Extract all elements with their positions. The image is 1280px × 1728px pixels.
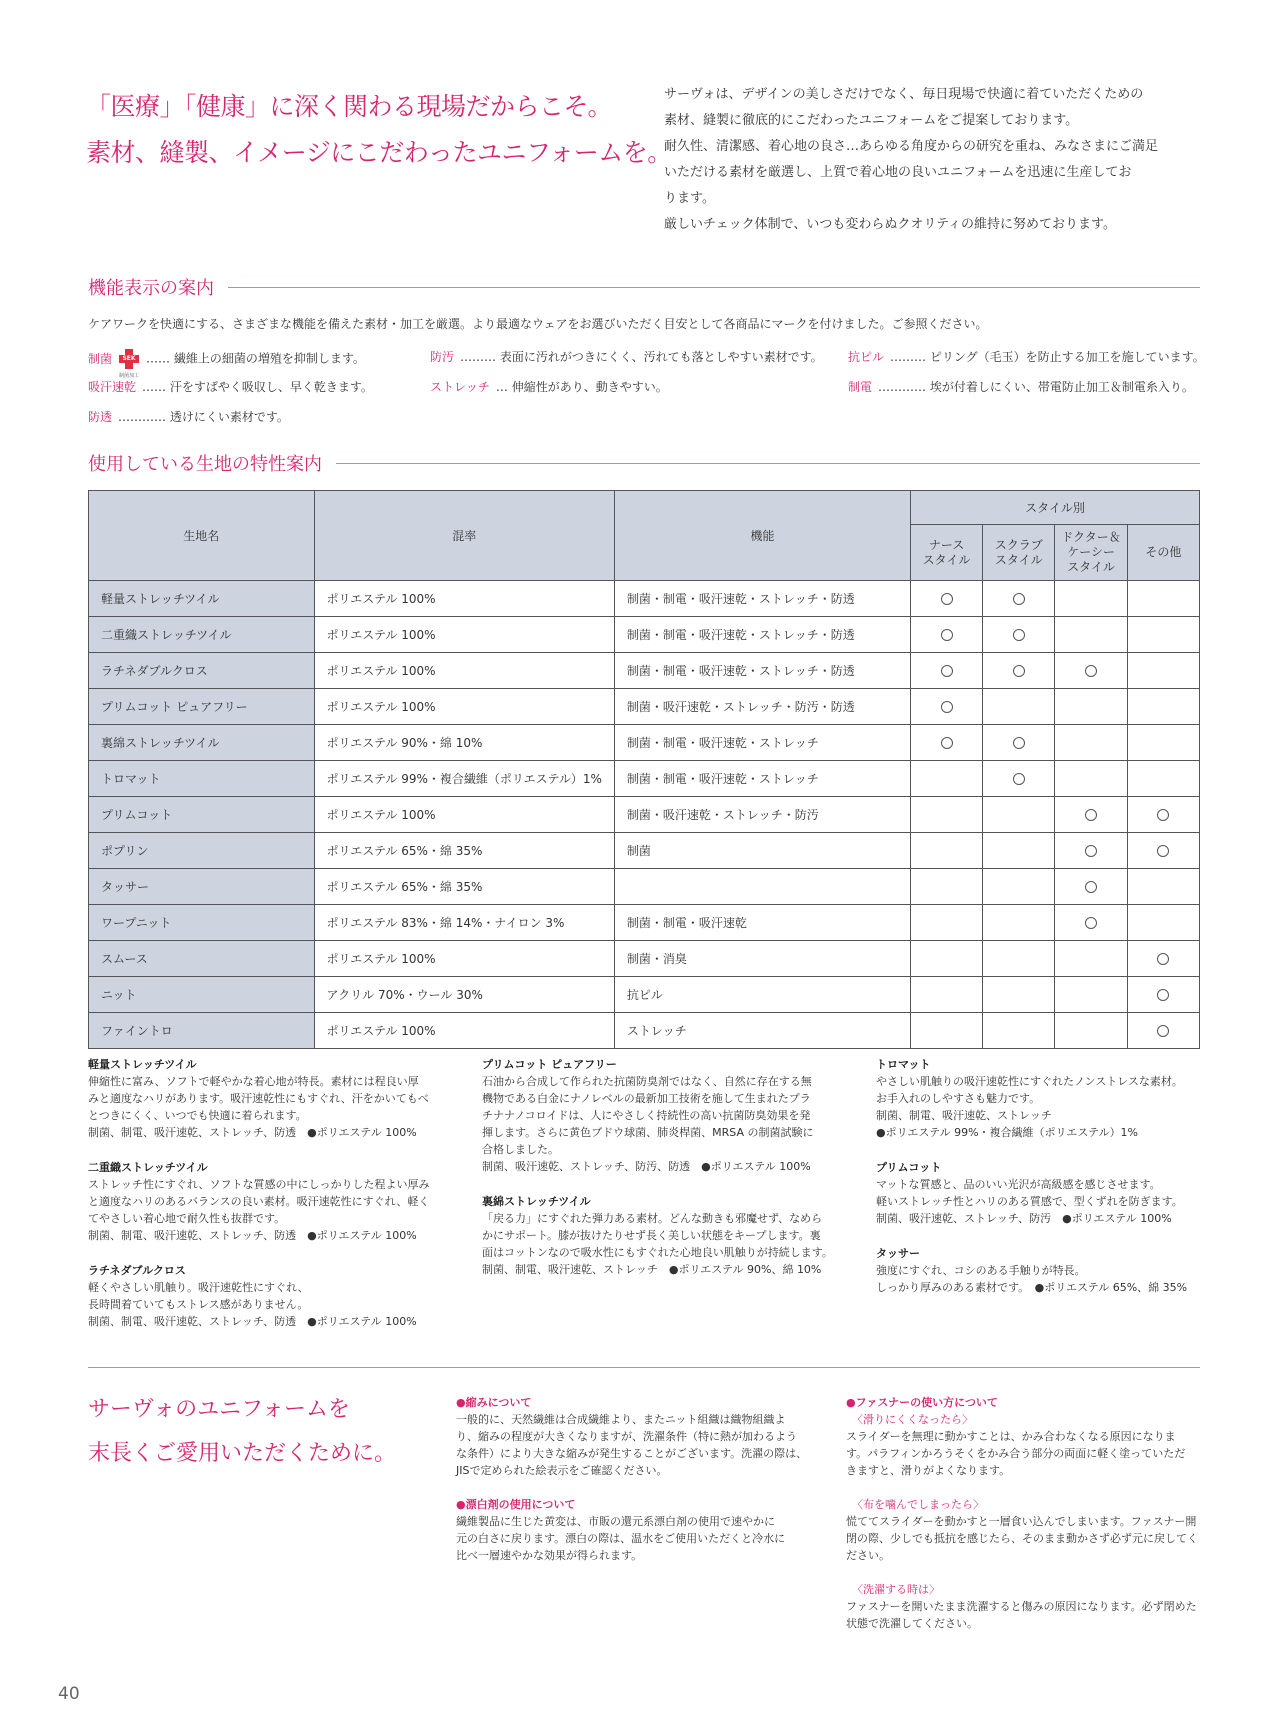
circle-mark-icon [1157, 989, 1169, 1001]
style-cell [910, 653, 982, 689]
header-style-line: ドクター＆ [1061, 530, 1121, 544]
style-cell [1127, 869, 1199, 905]
style-cell [1055, 1013, 1127, 1049]
circle-mark-icon [941, 593, 953, 605]
style-cell [983, 941, 1055, 977]
fabric-function [614, 869, 910, 905]
fabric-description-line: 「戻る力」にすぐれた弾力ある素材。どんな動きも邪魔せず、なめら [482, 1212, 823, 1225]
fabrics-heading [88, 450, 1200, 476]
sek-sub: 制菌加工 [119, 373, 140, 379]
table-row [89, 797, 1200, 833]
hero-text-line: いただける素材を厳選し、上質で着心地の良いユニフォームを迅速に生産してお [664, 165, 1132, 180]
circle-mark-icon [1013, 773, 1025, 785]
style-cell [983, 797, 1055, 833]
fabric-description-line: みと適度なハリがあります。吸汗速乾性にもすぐれ、汗をかいてもべ [88, 1092, 429, 1105]
fabric-blend: アクリル 70%・ウール 30% [314, 977, 614, 1013]
fabric-description [876, 1159, 1236, 1227]
fabric-description [88, 1056, 448, 1141]
fabric-blend: ポリエステル 65%・綿 35% [314, 833, 614, 869]
care-subheading: 〈滑りにくくなったら〉 [852, 1413, 973, 1426]
fabric-blend: ポリエステル 100% [314, 1013, 614, 1049]
style-cell [1127, 833, 1199, 869]
care-subheading: 〈布を噛んでしまったら〉 [852, 1498, 984, 1511]
fabric-table [88, 490, 1200, 1049]
fabric-description [482, 1193, 842, 1278]
circle-mark-icon [1085, 665, 1097, 677]
fabric-name: ニット [89, 977, 315, 1013]
care-title-line: サーヴォのユニフォームを [88, 1397, 351, 1422]
fabric-description-line: 合格しました。 [482, 1143, 559, 1156]
hero-text-line: ります。 [664, 191, 715, 206]
style-cell [1127, 581, 1199, 617]
style-cell [983, 761, 1055, 797]
care-line: す。パラフィンかろうそくをかみ合う部分の両面に軽く塗っていただ [846, 1447, 1186, 1460]
care-heading: ●漂白剤の使用について [456, 1498, 576, 1511]
style-cell [1055, 617, 1127, 653]
table-row [89, 977, 1200, 1013]
style-cell [983, 869, 1055, 905]
fabric-description-line: マットな質感と、品のいい光沢が高級感を感じさせます。 [876, 1178, 1161, 1191]
sek-label: SEK [122, 355, 136, 362]
header-style-line: スタイル [922, 552, 971, 567]
fabric-name: プリムコット [89, 797, 315, 833]
fabric-name: 軽量ストレッチツイル [89, 581, 315, 617]
table-row [89, 689, 1200, 725]
care-line: な条件）により大きな縮みが発生することがございます。洗濯の際は、 [456, 1447, 808, 1460]
fabric-description-line: かにサポート。膝が抜けたりせず長く美しい状態をキープします。裏 [482, 1229, 821, 1242]
style-cell [1055, 689, 1127, 725]
hero-text-line: 耐久性、清潔感、着心地の良さ…あらゆる角度からの研究を重ね、みなさまにご満足 [664, 139, 1159, 154]
legend-item [848, 378, 1194, 395]
legend-key: 制菌 [88, 351, 113, 366]
care-subheading: 〈洗濯する時は〉 [852, 1583, 940, 1596]
fabric-description [876, 1245, 1236, 1296]
fabric-function: 制菌・吸汗速乾・ストレッチ・防汚 [614, 797, 910, 833]
header-style [983, 525, 1055, 581]
fabric-blend: ポリエステル 100% [314, 653, 614, 689]
table-row [89, 941, 1200, 977]
care-line: 一般的に、天然繊維は合成繊維より、またニット組織は織物組織よ [456, 1413, 786, 1426]
style-cell [983, 689, 1055, 725]
section-title: 機能表示の案内 [88, 278, 214, 299]
divider [88, 1367, 1200, 1368]
header-style-group: スタイル別 [910, 491, 1199, 525]
care-line: り、縮みの程度が大きくなりますが、洗濯条件（特に熱が加わるよう [456, 1430, 797, 1443]
fabric-description-line: お手入れのしやすさも魅力です。 [876, 1092, 1041, 1105]
table-row [89, 617, 1200, 653]
legend-desc: …… 繊維上の細菌の増殖を抑制します。 [146, 351, 365, 366]
circle-mark-icon [1157, 809, 1169, 821]
fabric-description-line: 軽くやさしい肌触り。吸汗速乾性にすぐれ、 [88, 1281, 309, 1294]
fabric-description-title: 軽量ストレッチツイル [88, 1058, 197, 1071]
fabric-name: トロマット [89, 761, 315, 797]
care-shrink [456, 1394, 826, 1564]
fabric-function: 制菌・制電・吸汗速乾・ストレッチ [614, 761, 910, 797]
fabric-description-line: しっかり厚みのある素材です。 ●ポリエステル 65%、綿 35% [876, 1281, 1188, 1294]
hero-text-line: 素材、縫製に徹底的にこだわったユニフォームをご提案しております。 [664, 113, 1079, 128]
header-name: 生地名 [89, 491, 315, 581]
legend-key: 防透 [88, 410, 113, 424]
legend-desc: ………… 透けにくい素材です。 [118, 410, 289, 424]
fabric-description-title: トロマット [876, 1058, 931, 1071]
circle-mark-icon [1157, 953, 1169, 965]
fabric-name: タッサー [89, 869, 315, 905]
header-style [910, 525, 982, 581]
style-cell [910, 905, 982, 941]
legend-desc: ……… 表面に汚れがつきにくく、汚れても落としやすい素材です。 [460, 350, 823, 364]
fabric-function: 制菌・消臭 [614, 941, 910, 977]
circle-mark-icon [941, 665, 953, 677]
style-cell [983, 833, 1055, 869]
style-cell [910, 1013, 982, 1049]
fabric-description-line: と適度なハリのあるバランスの良い素材。吸汗速乾性にすぐれ、軽く [88, 1195, 430, 1208]
fabric-name: 裏綿ストレッチツイル [89, 725, 315, 761]
legend-key: 制電 [848, 380, 873, 394]
circle-mark-icon [1085, 881, 1097, 893]
care-line: 状態で洗濯してください。 [846, 1617, 978, 1630]
fabric-description-line: ●ポリエステル 99%・複合繊維（ポリエステル）1% [876, 1126, 1139, 1139]
fabric-name: 二重織ストレッチツイル [89, 617, 315, 653]
circle-mark-icon [941, 629, 953, 641]
style-cell [1055, 761, 1127, 797]
fabric-function: 制菌・制電・吸汗速乾・ストレッチ・防透 [614, 617, 910, 653]
care-line: JISで定められた絵表示をご確認ください。 [456, 1464, 668, 1477]
sek-mark-icon [118, 348, 140, 379]
fabric-blend: ポリエステル 100% [314, 617, 614, 653]
style-cell [983, 725, 1055, 761]
care-title-line: 末長くご愛用いただくために。 [88, 1441, 397, 1466]
style-cell [1055, 581, 1127, 617]
legend-desc: …… 汗をすばやく吸収し、早く乾きます。 [142, 380, 373, 394]
fabric-description-line: 軽いストレッチ性とハリのある質感で、型くずれを防ぎます。 [876, 1195, 1183, 1208]
circle-mark-icon [1085, 917, 1097, 929]
fabric-description-line: 伸縮性に富み、ソフトで軽やかな着心地が特長。素材には程良い厚 [88, 1075, 419, 1088]
header-style-line: その他 [1145, 545, 1182, 559]
fabric-name: プリムコット ピュアフリー [89, 689, 315, 725]
circle-mark-icon [1013, 665, 1025, 677]
fabric-blend: ポリエステル 90%・綿 10% [314, 725, 614, 761]
style-cell [983, 581, 1055, 617]
style-cell [1127, 797, 1199, 833]
care-fastener [846, 1394, 1216, 1632]
style-cell [983, 1013, 1055, 1049]
table-row [89, 1013, 1200, 1049]
fabric-description [88, 1262, 448, 1330]
fabric-name: スムース [89, 941, 315, 977]
fabric-description-line: 制菌、制電、吸汗速乾、ストレッチ、防透 ●ポリエステル 100% [88, 1315, 417, 1328]
fabric-description-title: 二重織ストレッチツイル [88, 1161, 208, 1174]
section-title: 使用している生地の特性案内 [88, 454, 322, 475]
legend-key: ストレッチ [430, 380, 490, 394]
header-style [1055, 525, 1127, 581]
fabric-description-line: チナナノコロイドは、人にやさしく持続性の高い抗菌防臭効果を発 [482, 1109, 811, 1122]
circle-mark-icon [1157, 1025, 1169, 1037]
fabric-name: ラチネダブルクロス [89, 653, 315, 689]
style-cell [910, 797, 982, 833]
legend-desc: ……… ピリング（毛玉）を防止する加工を施しています。 [890, 350, 1205, 364]
style-cell [1055, 905, 1127, 941]
header-style-line: ケーシー [1067, 545, 1115, 559]
style-cell [1055, 653, 1127, 689]
header-style-line: スタイル [994, 552, 1043, 567]
fabric-description-line: 面はコットンなので吸水性にもすぐれた心地良い肌触りが持続します。 [482, 1246, 833, 1259]
fabric-function: 制菌・制電・吸汗速乾 [614, 905, 910, 941]
hero-text-line: 厳しいチェック体制で、いつも変わらぬクオリティの維持に努めております。 [664, 217, 1117, 232]
fabric-blend: ポリエステル 100% [314, 581, 614, 617]
care-line: 慌ててスライダーを動かすと一層食い込んでしまいます。ファスナー開 [846, 1515, 1197, 1528]
header-function: 機能 [614, 491, 910, 581]
style-cell [1055, 941, 1127, 977]
care-line: 繊維製品に生じた黄変は、市販の還元系漂白剤の使用で速やかに [456, 1515, 775, 1528]
fabric-description-line: 長時間着ていてもストレス感がありません。 [88, 1298, 309, 1311]
legend-item [88, 378, 373, 395]
fabric-description-line: 制菌、制電、吸汗速乾、ストレッチ、防透 ●ポリエステル 100% [88, 1126, 417, 1139]
legend-item [430, 348, 823, 365]
legend-key: 抗ピル [848, 350, 885, 364]
fabric-description-line: てやさしい着心地で耐久性も抜群です。 [88, 1212, 286, 1225]
circle-mark-icon [1085, 809, 1097, 821]
divider [336, 463, 1200, 464]
legend-desc: … 伸縮性があり、動きやすい。 [495, 380, 668, 394]
style-cell [1127, 689, 1199, 725]
care-heading: ●縮みについて [456, 1396, 532, 1409]
circle-mark-icon [1013, 629, 1025, 641]
legend-item [430, 378, 668, 395]
page-number: 40 [58, 1684, 80, 1704]
header-style [1127, 525, 1199, 581]
fabric-function: 制菌・吸汗速乾・ストレッチ・防汚・防透 [614, 689, 910, 725]
style-cell [910, 977, 982, 1013]
style-cell [1127, 941, 1199, 977]
fabric-name: ポプリン [89, 833, 315, 869]
table-row [89, 581, 1200, 617]
header-style-line: ナース [928, 537, 965, 552]
fabric-description-line: 揮します。さらに黄色ブドウ球菌、肺炎桿菌、MRSA の制菌試験に [482, 1126, 814, 1139]
fabric-function: ストレッチ [614, 1013, 910, 1049]
fabric-description-line: ストレッチ性にすぐれ、ソフトな質感の中にしっかりした程よい厚み [88, 1178, 430, 1191]
header-style-line: スタイル [1067, 560, 1115, 574]
legend-item [848, 348, 1205, 365]
fabric-description-line: 制菌、制電、吸汗速乾、ストレッチ [876, 1109, 1052, 1122]
fabric-description-title: ラチネダブルクロス [88, 1264, 186, 1277]
style-cell [910, 833, 982, 869]
description-column [482, 1056, 842, 1296]
style-cell [1127, 617, 1199, 653]
fabric-description-title: タッサー [876, 1247, 920, 1260]
style-cell [910, 617, 982, 653]
header-blend: 混率 [314, 491, 614, 581]
fabric-description-line: 制菌、吸汗速乾、ストレッチ、防汚、防透 ●ポリエステル 100% [482, 1160, 811, 1173]
fabric-function: 制菌・制電・吸汗速乾・ストレッチ [614, 725, 910, 761]
fabric-function: 制菌・制電・吸汗速乾・ストレッチ・防透 [614, 581, 910, 617]
circle-mark-icon [941, 737, 953, 749]
table-row [89, 905, 1200, 941]
circle-mark-icon [941, 701, 953, 713]
fabric-name: ファイントロ [89, 1013, 315, 1049]
fabric-blend: ポリエステル 83%・綿 14%・ナイロン 3% [314, 905, 614, 941]
style-cell [910, 761, 982, 797]
care-heading: ●ファスナーの使い方について [846, 1396, 998, 1409]
legend-key: 防汚 [430, 350, 455, 364]
style-cell [910, 725, 982, 761]
style-cell [1127, 725, 1199, 761]
fabric-description-title: プリムコット [876, 1161, 942, 1174]
table-row [89, 833, 1200, 869]
functions-intro: ケアワークを快適にする、さまざまな機能を備えた素材・加工を厳選。より最適なウェアをお選びいただく目安として各商品にマークを付けました。ご参照ください。 [88, 317, 988, 331]
style-cell [983, 905, 1055, 941]
table-row [89, 653, 1200, 689]
fabric-description [876, 1056, 1236, 1141]
care-line: スライダーを無理に動かすことは、かみ合わなくなる原因になりま [846, 1430, 1176, 1443]
fabric-description-title: プリムコット ピュアフリー [482, 1058, 617, 1071]
care-title [88, 1388, 396, 1476]
style-cell [1127, 761, 1199, 797]
divider [228, 287, 1200, 288]
style-cell [1127, 905, 1199, 941]
hero-title [86, 84, 672, 176]
style-cell [983, 977, 1055, 1013]
hero-text-line: サーヴォは、デザインの美しさだけでなく、毎日現場で快適に着ていただくための [664, 87, 1144, 102]
hero-text [664, 82, 1204, 238]
legend-key: 吸汗速乾 [88, 380, 137, 394]
fabric-blend: ポリエステル 100% [314, 797, 614, 833]
circle-mark-icon [1013, 737, 1025, 749]
circle-mark-icon [1157, 845, 1169, 857]
circle-mark-icon [1085, 845, 1097, 857]
style-cell [1055, 797, 1127, 833]
fabric-blend: ポリエステル 100% [314, 941, 614, 977]
care-line: きますと、滑りがよくなります。 [846, 1464, 1011, 1477]
style-cell [983, 653, 1055, 689]
fabric-blend: ポリエステル 99%・複合繊維（ポリエステル）1% [314, 761, 614, 797]
header-style-line: スクラブ [994, 537, 1043, 552]
legend-item [88, 408, 289, 425]
fabric-description-line: 制菌、吸汗速乾、ストレッチ、防汚 ●ポリエステル 100% [876, 1212, 1172, 1225]
style-cell [910, 869, 982, 905]
style-cell [1127, 977, 1199, 1013]
fabric-description [482, 1056, 842, 1175]
hero-title-line: 素材、縫製、イメージにこだわったユニフォームを。 [86, 138, 672, 167]
style-cell [910, 689, 982, 725]
functions-heading [88, 274, 1200, 300]
description-column [876, 1056, 1236, 1314]
fabric-description-line: 制菌、制電、吸汗速乾、ストレッチ、防透 ●ポリエステル 100% [88, 1229, 417, 1242]
legend-item [88, 348, 365, 379]
care-line: 閉の際、少しでも抵抗を感じたら、そのまま動かさず必ず元に戻してく [846, 1532, 1198, 1545]
description-column [88, 1056, 448, 1348]
fabric-description-line: 強度にすぐれ、コシのある手触りが特長。 [876, 1264, 1086, 1277]
hero-title-line: 「医療」「健康」に深く関わる現場だからこそ。 [86, 92, 613, 121]
table-row [89, 869, 1200, 905]
style-cell [1055, 725, 1127, 761]
circle-mark-icon [1013, 593, 1025, 605]
fabric-description-line: 機物である白金にナノレベルの最新加工技術を施して生まれたプラ [482, 1092, 811, 1105]
fabric-blend: ポリエステル 100% [314, 689, 614, 725]
style-cell [1055, 869, 1127, 905]
legend-desc: ………… 埃が付着しにくい、帯電防止加工＆制電糸入り。 [878, 380, 1194, 394]
fabric-description-line: やさしい肌触りの吸汗速乾性にすぐれたノンストレスな素材。 [876, 1075, 1183, 1088]
fabric-description-line: 石油から合成して作られた抗菌防臭剤ではなく、自然に存在する無 [482, 1075, 812, 1088]
fabric-name: ワープニット [89, 905, 315, 941]
table-row [89, 761, 1200, 797]
style-cell [983, 617, 1055, 653]
fabric-blend: ポリエステル 65%・綿 35% [314, 869, 614, 905]
fabric-description-title: 裏綿ストレッチツイル [482, 1195, 591, 1208]
style-cell [1055, 977, 1127, 1013]
care-line: 元の白さに戻ります。漂白の際は、温水をご使用いただくと冷水に [456, 1532, 786, 1545]
care-line: ファスナーを開いたまま洗濯すると傷みの原因になります。必ず閉めた [846, 1600, 1197, 1613]
style-cell [910, 941, 982, 977]
fabric-description [88, 1159, 448, 1244]
style-cell [1127, 1013, 1199, 1049]
fabric-description-line: 制菌、制電、吸汗速乾、ストレッチ ●ポリエステル 90%、綿 10% [482, 1263, 822, 1276]
style-cell [910, 581, 982, 617]
fabric-function: 制菌 [614, 833, 910, 869]
style-cell [1127, 653, 1199, 689]
fabric-function: 抗ピル [614, 977, 910, 1013]
care-line: 比べ一層速やかな効果が得られます。 [456, 1549, 643, 1562]
style-cell [1055, 833, 1127, 869]
fabric-function: 制菌・制電・吸汗速乾・ストレッチ・防透 [614, 653, 910, 689]
table-row [89, 725, 1200, 761]
care-line: ださい。 [846, 1549, 890, 1562]
fabric-description-line: とつきにくく、いつでも快適に着られます。 [88, 1109, 307, 1122]
